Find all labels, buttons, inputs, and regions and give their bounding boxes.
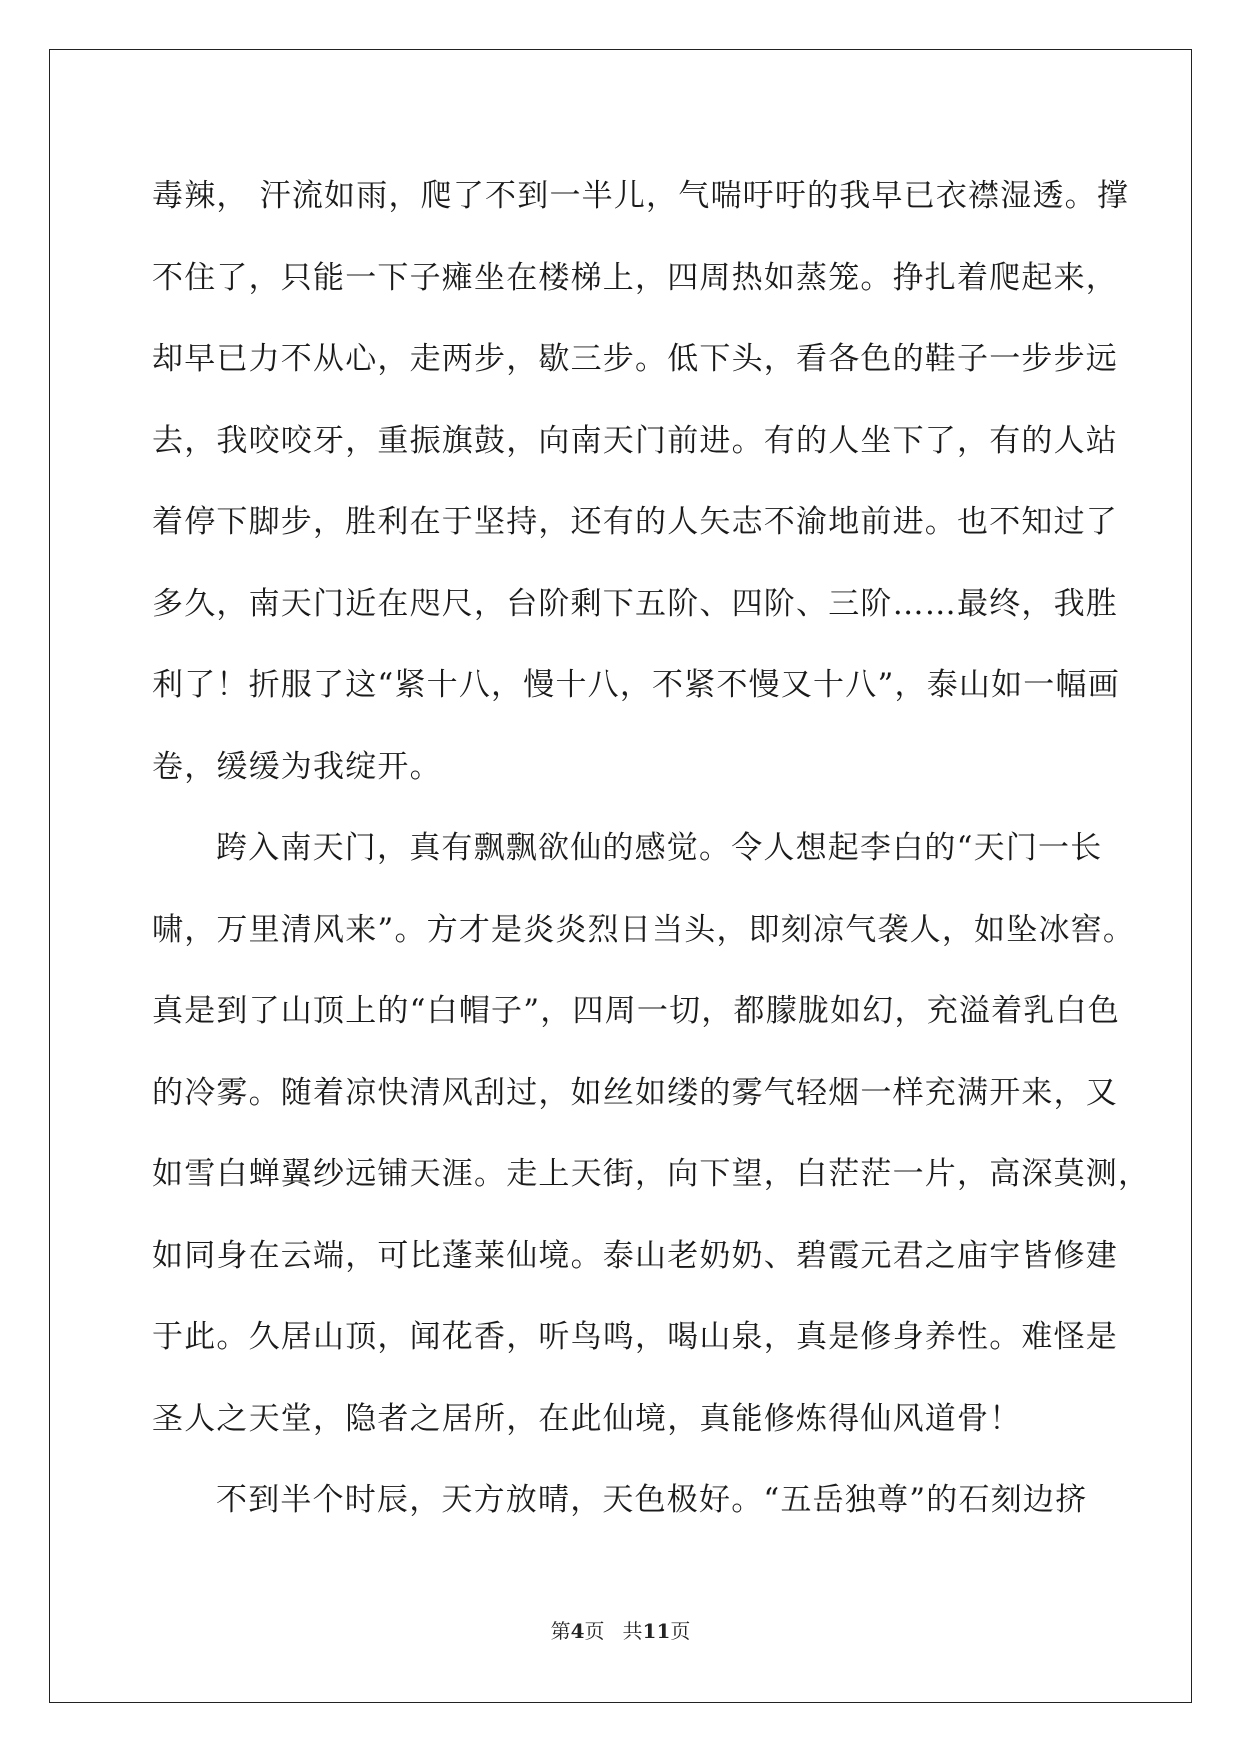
page-footer: [0, 1615, 1241, 1644]
text-line: 利了！折服了这“紧十八，慢十八，不紧不慢又十八”，泰山如一幅画: [152, 667, 1120, 703]
text-line: 着停下脚步，胜利在于坚持，还有的人矢志不渝地前进。也不知过了: [152, 504, 1118, 540]
text-line: 毒辣， 汗流如雨，爬了不到一半儿，气喘吁吁的我早已衣襟湿透。撑: [152, 178, 1130, 214]
text-line: 去，我咬咬牙，重振旗鼓，向南天门前进。有的人坐下了，有的人站: [152, 422, 1118, 459]
total-suffix: 页: [670, 1619, 691, 1643]
text-line: 啸，万里清风来”。方才是炎炎烈日当头，即刻凉气袭人，如坠冰窖。: [152, 911, 1136, 948]
text-line: 圣人之天堂，隐者之居所，在此仙境，真能修炼得仙风道骨！: [152, 1400, 1022, 1437]
text-line: 却早已力不从心，走两步，歇三步。低下头，看各色的鞋子一步步远: [152, 341, 1118, 377]
text-line: 卷，缓缓为我绽开。: [152, 748, 442, 785]
document-body: [152, 156, 1151, 1542]
page-prefix: 第: [550, 1619, 571, 1643]
text-line: 的冷雾。随着凉快清风刮过，如丝如缕的雾气轻烟一样充满开来，又: [152, 1074, 1118, 1111]
total-prefix: 共: [622, 1619, 643, 1643]
page-suffix: 页: [584, 1619, 605, 1643]
text-line: 不住了，只能一下子瘫坐在楼梯上，四周热如蒸笼。挣扎着爬起来，: [152, 259, 1118, 296]
text-line: 真是到了山顶上的“白帽子”，四周一切，都朦胧如幻，充溢着乳白色: [152, 993, 1120, 1029]
text-line: 多久，南天门近在咫尺，台阶剩下五阶、四阶、三阶……最终，我胜: [152, 585, 1118, 622]
text-line: 如雪白蝉翼纱远铺天涯。走上天街，向下望，白茫茫一片，高深莫测，: [152, 1156, 1151, 1192]
current-page-number: 4: [570, 1619, 585, 1643]
paragraph-start-line: 跨入南天门，真有飘飘欲仙的感觉。令人想起李白的“天门一长: [216, 830, 1103, 866]
total-page-number: 11: [642, 1619, 671, 1643]
text-line: 如同身在云端，可比蓬莱仙境。泰山老奶奶、碧霞元君之庙宇皆修建: [152, 1237, 1118, 1274]
paragraph-start-line: 不到半个时辰，天方放晴，天色极好。“五岳独尊”的石刻边挤: [216, 1482, 1088, 1518]
text-line: 于此。久居山顶，闻花香，听鸟鸣，喝山泉，真是修身养性。难怪是: [152, 1319, 1118, 1355]
